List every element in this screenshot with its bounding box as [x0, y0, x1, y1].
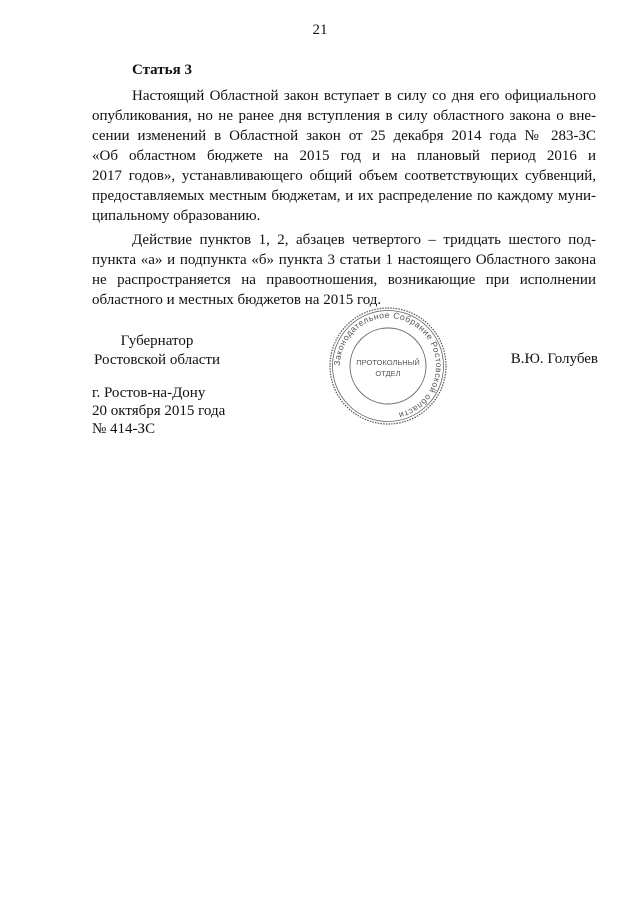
official-stamp [328, 306, 448, 426]
date: 20 октября 2015 года [92, 403, 226, 419]
paragraph-line: 2017 годов», устанавливающего общий объем соответствующих субвенций, [92, 168, 596, 184]
paragraph-line: областного и местных бюджетов на 2015 год. [92, 292, 382, 308]
article-paragraph-1 [92, 86, 596, 226]
paragraph-line: Настоящий Областной закон вступает в силу со дня его официального [132, 88, 596, 104]
article-heading: Статья 3 [132, 62, 192, 78]
signer-title [92, 332, 222, 370]
paragraph-line: сении изменений в Областной закон от 25 декабря 2014 года № 283-ЗС [92, 128, 596, 144]
signer-title-line: Ростовской области [94, 352, 220, 368]
law-number: № 414-ЗС [92, 421, 156, 437]
signer-title-line: Губернатор [120, 333, 194, 349]
paragraph-line: предоставляемых местным бюджетам, и их распределение по каждому муни- [92, 188, 596, 204]
place-date-block [92, 384, 225, 438]
paragraph-line: «Об областном бюджете на 2015 год и на плановый период 2016 и [92, 148, 596, 164]
page-number: 21 [312, 22, 328, 38]
article-paragraph-2 [92, 230, 596, 310]
paragraph-line: пункта «а» и подпункта «б» пункта 3 статьи 1 настоящего Областного закона [92, 252, 596, 268]
stamp-center-line: ОТДЕЛ [375, 369, 401, 378]
stamp-center-line: ПРОТОКОЛЬНЫЙ [356, 358, 420, 367]
paragraph-line: опубликования, но не ранее дня вступления в силу областного закона о вне- [92, 108, 596, 124]
paragraph-line: ципальному образованию. [92, 208, 261, 224]
stamp-ring-text: Законодательное Собрание Ростовской области [331, 309, 445, 421]
city: г. Ростов-на-Дону [92, 385, 206, 401]
signer-name: В.Ю. Голубев [510, 351, 598, 367]
paragraph-line: не распространяется на правоотношения, возникающие при исполнении [92, 272, 596, 288]
paragraph-line: Действие пунктов 1, 2, абзацев четвертого – тридцать шестого под- [132, 232, 596, 248]
